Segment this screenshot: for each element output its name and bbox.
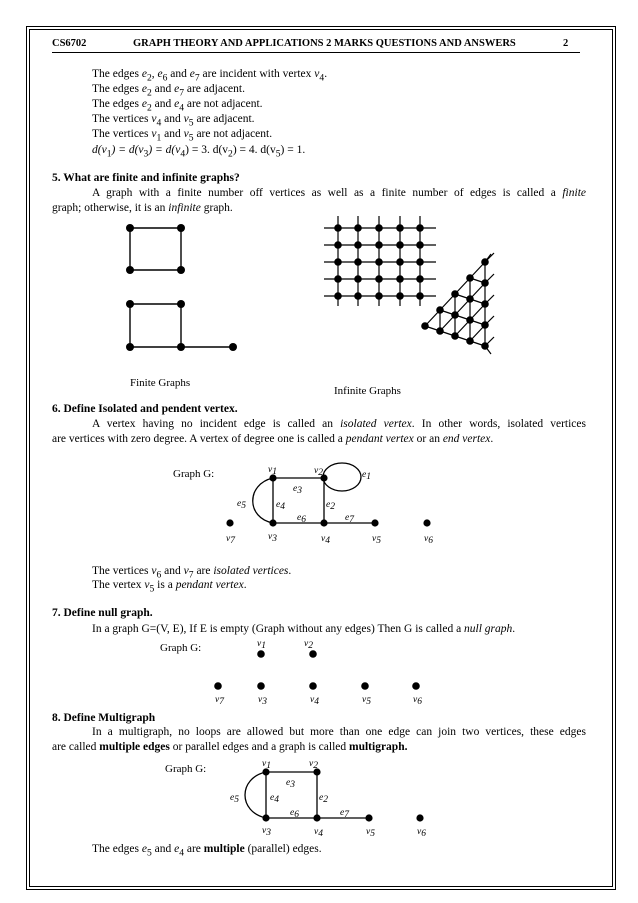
- lattice-vertex: [466, 337, 474, 345]
- q6-label-e4: e4: [276, 500, 285, 512]
- finite-graph-square-with-tail: [126, 300, 237, 351]
- q8-label-e6: e6: [290, 808, 299, 820]
- grid-vertex: [354, 241, 362, 249]
- grid-vertex: [396, 258, 404, 266]
- q8-label-v2: v2: [309, 759, 318, 771]
- intro-degree-line: $d(v_1) = d(v_3) = d(v_4) = 3$. $d(v_2) = 4$. $d(v_5) = 1$.: [92, 144, 306, 160]
- q7-vertex-v7: [214, 682, 222, 690]
- grid-vertex: [416, 292, 424, 300]
- q7-label-v2: v2: [304, 639, 313, 651]
- q6-vertex-v6: [423, 519, 430, 526]
- grid-vertex: [354, 258, 362, 266]
- grid-vertex: [375, 275, 383, 283]
- grid-vertex: [375, 292, 383, 300]
- grid-vertex: [416, 275, 424, 283]
- lattice-vertex: [451, 311, 459, 319]
- q7-label-v7: v7: [215, 695, 224, 707]
- lattice-vertex: [466, 295, 474, 303]
- q8-label-v4: v4: [314, 827, 323, 839]
- q6-label-v4: v4: [321, 534, 330, 546]
- grid-vertex: [375, 258, 383, 266]
- q6-paragraph-line-2: are vertices with zero degree. A vertex of degree one is called a pendant vertex or an end vertex.: [52, 433, 494, 445]
- q7-label-v5: v5: [362, 695, 371, 707]
- q8-label-v6: v6: [417, 827, 426, 839]
- intro-line-2: The edges $e_2$ and $e_7$ are adjacent.: [92, 83, 245, 99]
- q7-paragraph: In a graph G=(V, E), If E is empty (Graph without any edges) Then G is called a null graph.: [92, 623, 516, 635]
- lattice-vertex: [466, 316, 474, 324]
- q6-label-v2: v2: [314, 466, 323, 478]
- infinite-graph-grid: [324, 216, 436, 306]
- intro-line-3: The edges $e_2$ and $e_4$ are not adjacent.: [92, 98, 263, 114]
- q6-vertex-v7: [226, 519, 233, 526]
- lattice-vertex: [466, 274, 474, 282]
- course-code: CS6702: [52, 38, 87, 49]
- grid-vertex: [396, 292, 404, 300]
- grid-vertex: [354, 292, 362, 300]
- q6-vertex-v4: [320, 519, 327, 526]
- q7-label-v4: v4: [310, 695, 319, 707]
- q8-label-v3: v3: [262, 826, 271, 838]
- q8-label-v5: v5: [366, 827, 375, 839]
- lattice-vertex: [436, 327, 444, 335]
- infinite-graphs-caption: Infinite Graphs: [334, 385, 401, 397]
- q7-null-graph: [214, 639, 422, 707]
- q5-paragraph-line-2: graph; otherwise, it is an infinite graph.: [52, 202, 233, 214]
- q7-vertex-v4: [309, 682, 317, 690]
- finite-graph-square: [126, 224, 185, 274]
- q8-vertex-v5: [365, 814, 372, 821]
- q6-label-e3: e3: [293, 484, 302, 496]
- grid-vertex: [334, 224, 342, 232]
- q7-label-v6: v6: [413, 695, 422, 707]
- q7-graph-label: Graph G:: [160, 642, 202, 654]
- q5-paragraph-line-1: A graph with a finite number off vertices as well as a finite number of edges is called a finite: [92, 187, 586, 199]
- grid-vertex: [416, 241, 424, 249]
- grid-vertex: [416, 258, 424, 266]
- grid-vertex: [334, 292, 342, 300]
- q8-vertex-v6: [416, 814, 423, 821]
- q6-label-v3: v3: [268, 532, 277, 544]
- grid-vertex: [375, 224, 383, 232]
- lattice-vertex: [481, 321, 489, 329]
- q6-vertex-v5: [371, 519, 378, 526]
- q8-multigraph: [230, 759, 426, 839]
- q6-label-e7: e7: [345, 513, 354, 525]
- lattice-vertex: [481, 342, 489, 350]
- q8-graph-label: Graph G:: [165, 763, 207, 775]
- intro-line-4: The vertices $v_4$ and $v_5$ are adjacent.: [92, 113, 255, 129]
- q8-vertex-v3: [262, 814, 269, 821]
- lattice-vertex: [451, 332, 459, 340]
- infinite-graph-triangular-lattice: [421, 253, 494, 354]
- q8-label-e2: e2: [319, 793, 328, 805]
- q7-vertex-v5: [361, 682, 369, 690]
- q8-label-e7: e7: [340, 808, 349, 820]
- q8-paragraph-line-1: In a multigraph, no loops are allowed but more than one edge can join two vertices, these edges: [92, 726, 586, 738]
- lattice-vertex: [421, 322, 429, 330]
- grid-vertex: [396, 224, 404, 232]
- q7-vertex-v2: [309, 650, 317, 658]
- finite-graphs-caption: Finite Graphs: [130, 377, 191, 389]
- grid-vertex: [396, 275, 404, 283]
- q6-graph: [226, 463, 433, 546]
- q8-label-e3: e3: [286, 778, 295, 790]
- q7-label-v3: v3: [258, 695, 267, 707]
- lattice-vertex: [436, 306, 444, 314]
- grid-vertex: [354, 275, 362, 283]
- grid-vertex: [334, 241, 342, 249]
- q6-label-e5: e5: [237, 499, 246, 511]
- lattice-vertex: [451, 290, 459, 298]
- lattice-vertex: [481, 258, 489, 266]
- grid-vertex: [334, 258, 342, 266]
- grid-vertex: [375, 241, 383, 249]
- q6-label-e2: e2: [326, 500, 335, 512]
- grid-vertex: [354, 224, 362, 232]
- q6-note-pendant: The vertex $v_5$ is a pendant vertex.: [92, 579, 247, 595]
- intro-line-5: The vertices $v_1$ and $v_5$ are not adjacent.: [92, 128, 273, 144]
- q8-label-v1: v1: [262, 759, 271, 771]
- intro-line-1: The edges $e_2$, $e_6$ and $e_7$ are incident with vertex $v_4$.: [92, 68, 328, 84]
- q6-note-isolated: The vertices $v_6$ and $v_7$ are isolated vertices.: [92, 565, 292, 581]
- q8-paragraph-line-2: are called multiple edges or parallel edges and a graph is called multigraph.: [52, 741, 408, 753]
- q6-label-e6: e6: [297, 513, 306, 525]
- grid-vertex: [416, 224, 424, 232]
- q8-label-e5: e5: [230, 793, 239, 805]
- q8-vertex-v4: [313, 814, 320, 821]
- lattice-vertex: [481, 300, 489, 308]
- q8-label-e4: e4: [270, 793, 279, 805]
- q6-label-v7: v7: [226, 534, 235, 546]
- grid-vertex: [396, 241, 404, 249]
- q7-vertex-v3: [257, 682, 265, 690]
- document-title: GRAPH THEORY AND APPLICATIONS 2 MARKS QUESTIONS AND ANSWERS: [133, 38, 516, 49]
- q6-label-v6: v6: [424, 534, 433, 546]
- q7-title: 7. Define null graph.: [52, 607, 153, 619]
- q6-paragraph-line-1: A vertex having no incident edge is called an isolated vertex. In other words, isolated vertices: [92, 418, 586, 430]
- q8-title: 8. Define Multigraph: [52, 712, 156, 724]
- q7-vertex-v6: [412, 682, 420, 690]
- q6-graph-label: Graph G:: [173, 468, 215, 480]
- grid-vertex: [334, 275, 342, 283]
- lattice-vertex: [481, 279, 489, 287]
- q6-label-v5: v5: [372, 534, 381, 546]
- q7-vertex-v1: [257, 650, 265, 658]
- q6-title: 6. Define Isolated and pendent vertex.: [52, 403, 238, 415]
- q6-label-e1: e1: [362, 470, 371, 482]
- q7-label-v1: v1: [257, 639, 266, 651]
- q8-note: The edges $e_5$ and $e_4$ are multiple (parallel) edges.: [92, 843, 322, 859]
- q6-vertex-v3: [269, 519, 276, 526]
- page-number: 2: [563, 38, 569, 49]
- q6-label-v1: v1: [268, 465, 277, 477]
- q5-title: 5. What are finite and infinite graphs?: [52, 172, 240, 184]
